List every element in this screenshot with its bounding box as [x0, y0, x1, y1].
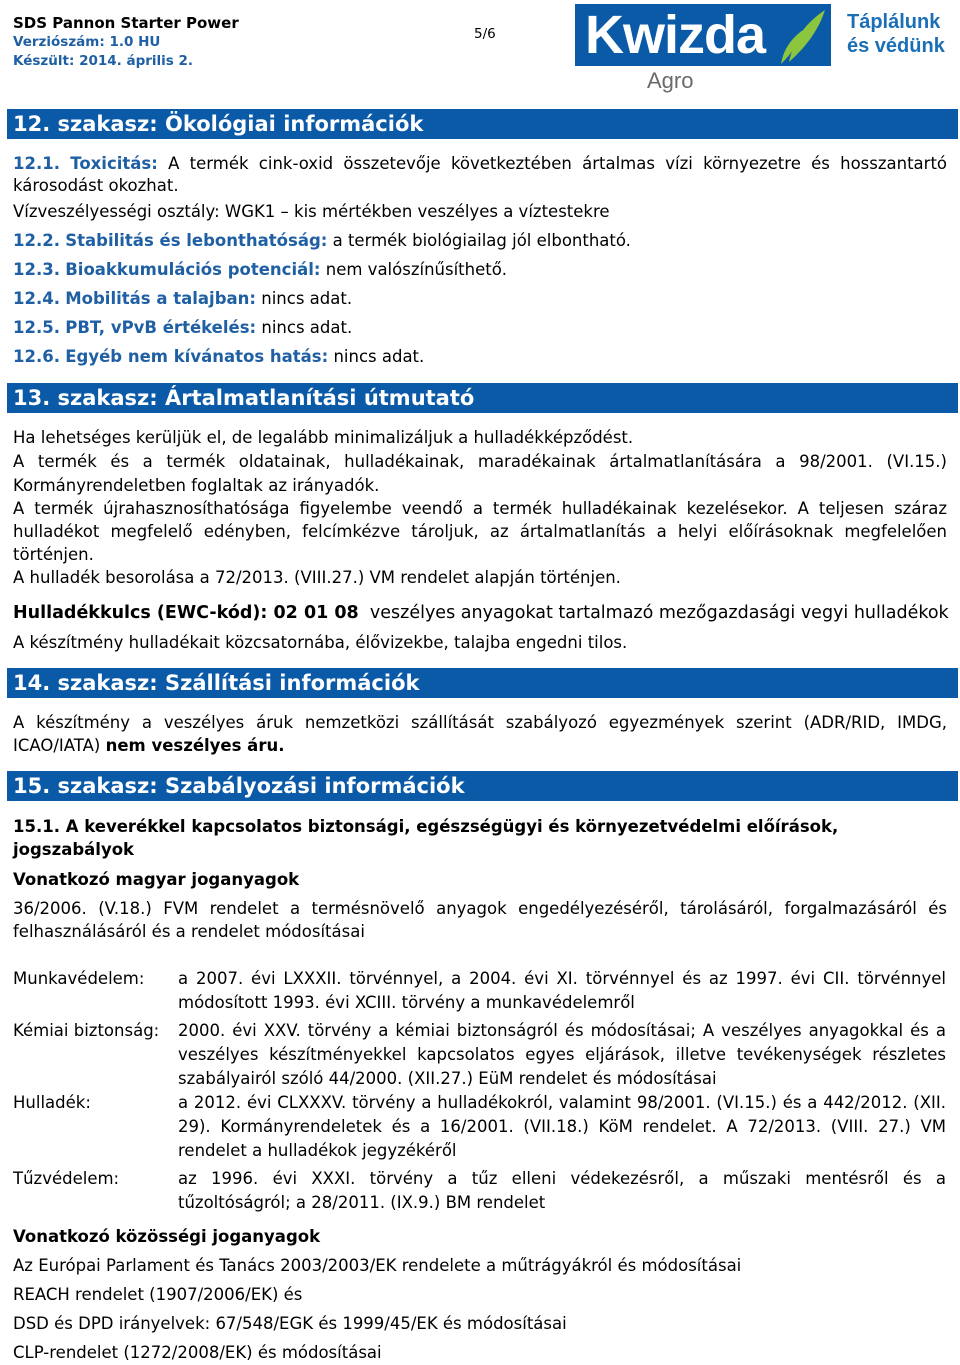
s12-pbt-text: nincs adat.	[261, 318, 353, 337]
s12-num-1: 12.1.	[13, 154, 60, 173]
s13-line-5: hulladékot megfelelő edényben, felcímkézve tároljuk, az ártalmatlanítás a helyi előírásoknak megfelelően	[13, 522, 947, 541]
s12-line-2: károsodást okozhat.	[13, 176, 179, 195]
s12-line-3: Vízveszélyességi osztály: WGK1 – kis mértékben veszélyes a víztestekre	[13, 202, 610, 221]
s15-eu-line-3: DSD és DPD irányelvek: 67/548/EGK és 1999/45/EK és módosításai	[13, 1314, 567, 1333]
logo-box	[575, 4, 831, 66]
ewc-code-label: Hulladékkulcs (EWC-kód): 02 01 08	[13, 603, 359, 623]
s12-mobility-text: nincs adat.	[261, 289, 353, 308]
s12-toxicity-text: A termék cink-oxid összetevője következtében ártalmas vízi környezetre és hosszantartó	[168, 154, 948, 173]
ewc-code-text: veszélyes anyagokat tartalmazó mezőgazdasági vegyi hulladékok	[369, 603, 949, 623]
s15-subheading-1: 15.1. A keverékkel kapcsolatos biztonsági, egészségügyi és környezetvédelmi előírások,	[13, 817, 839, 836]
s12-num-4: 12.4.	[13, 289, 60, 308]
version-label: Verziószám: 1.0 HU	[13, 34, 161, 50]
s14-line-1: A készítmény a veszélyes áruk nemzetközi szállítását szabályozó egyezmények szerint (ADR/RID, IMDG,	[13, 713, 947, 732]
s15-eu-line-2: REACH rendelet (1907/2006/EK) és	[13, 1285, 303, 1304]
s15-eu-law-heading: Vonatkozó közösségi joganyagok	[13, 1227, 321, 1246]
s13-line-1: Ha lehetséges kerüljük el, de legalább minimalizáljuk a hulladékképződést.	[13, 428, 634, 447]
s12-toxicity-label: Toxicitás:	[70, 154, 158, 173]
reg-text-waste: a 2012. évi CLXXXV. törvény a hulladékokról, valamint 98/2001. (VI.15.) és a 442/2012. (XII. 29). Kormányrendeletek és a 16/2001. (VII.18.) KöM rendelet. A 72/2013. (VIII. 27.) VM rendelet a hulladékok jegyzékéről	[178, 1093, 946, 1160]
reg-text-chemical-safety: 2000. évi XXV. törvény a kémiai biztonságról és módosításai; A veszélyes anyagokkal és a veszélyes készítményekkel kapcsolatos egyes eljárások, illetve tevékenységek részletes szabályairól szóló 44/2000. (XII.27.) EüM rendelet és módosításai	[178, 1021, 946, 1088]
section-14-header: 14. szakasz: Szállítási információk	[7, 668, 958, 698]
kwizda-logo	[575, 4, 960, 96]
logo-wordmark: Kwizda	[585, 5, 766, 65]
s12-bioacc-label: Bioakkumulációs potenciál:	[65, 260, 321, 279]
s12-line-8	[13, 346, 947, 368]
s12-bioacc-text: nem valószínűsíthető.	[325, 260, 508, 279]
s13-line-9: A készítmény hulladékait közcsatornába, élővizekbe, talajba engedni tilos.	[13, 633, 628, 652]
reg-label-chemical-safety: Kémiai biztonság:	[13, 1021, 160, 1040]
s13-line-7: A hulladék besorolása a 72/2013. (VIII.27.) VM rendelet alapján történjen.	[13, 568, 621, 587]
logo-agro: Agro	[647, 68, 694, 93]
section-13-header: 13. szakasz: Ártalmatlanítási útmutató	[7, 383, 958, 413]
s15-fvm-line-2: felhasználásáról és a rendelet módosításai	[13, 922, 365, 941]
s14-line-2	[13, 735, 947, 757]
s12-line-5	[13, 259, 947, 281]
page-number: 5/6	[474, 26, 496, 42]
s12-num-5: 12.5.	[13, 318, 60, 337]
s12-line-6	[13, 288, 947, 310]
date-label: Készült: 2014. április 2.	[13, 53, 194, 69]
s12-stability-label: Stabilitás és lebonthatóság:	[65, 231, 328, 250]
s15-eu-line-1: Az Európai Parlament és Tanács 2003/2003/EK rendelete a műtrágyákról és módosításai	[13, 1256, 742, 1275]
reg-text-fire-safety: az 1996. évi XXXI. törvény a tűz elleni védekezésről, a műszaki mentésről és a tűzoltóságról; a 28/2011. (IX.9.) BM rendelet	[178, 1169, 946, 1212]
s14-icao-text: ICAO/IATA)	[13, 736, 101, 755]
document-title: SDS Pannon Starter Power	[13, 14, 239, 32]
section-12-header: 12. szakasz: Ökológiai információk	[7, 109, 958, 139]
s12-line-7	[13, 317, 947, 339]
reg-label-labour-safety: Munkavédelem:	[13, 969, 145, 988]
s12-other-label: Egyéb nem kívánatos hatás:	[65, 347, 329, 366]
s12-num-3: 12.3.	[13, 260, 60, 279]
s13-line-6: történjen.	[13, 545, 94, 564]
s13-line-4: A termék újrahasznosíthatósága figyelembe veendő a termék hulladékainak kezelésekor. A teljesen száraz	[13, 499, 947, 518]
s12-num-2: 12.2.	[13, 231, 60, 250]
reg-text-labour-safety: a 2007. évi LXXXII. törvénnyel, a 2004. évi XI. törvénnyel és az 1997. évi CII. törvénnyel módosított 1993. évi XCIII. törvény a munkavédelemről	[178, 969, 946, 1012]
s12-line-1	[13, 153, 947, 175]
s12-mobility-label: Mobilitás a talajban:	[65, 289, 256, 308]
s13-line-2: A termék és a termék oldatainak, hulladékainak, maradékainak ártalmatlanítására a 98/2001. (VI.15.)	[13, 452, 947, 471]
s12-line-4	[13, 230, 947, 252]
leaf-icon	[775, 4, 831, 66]
logo-slogan-line-2: és védünk	[847, 35, 945, 57]
s15-fvm-line-1: 36/2006. (V.18.) FVM rendelet a termésnövelő anyagok engedélyezéséről, tárolásáról, forgalmazásáról és	[13, 899, 947, 918]
reg-label-fire-safety: Tűzvédelem:	[13, 1169, 120, 1188]
s15-eu-line-4: CLP-rendelet (1272/2008/EK) és módosításai	[13, 1343, 382, 1362]
s12-num-6: 12.6.	[13, 347, 60, 366]
logo-slogan	[847, 10, 945, 58]
s13-line-3: Kormányrendeletben foglaltak az irányadók.	[13, 476, 380, 495]
s15-hungarian-law-heading: Vonatkozó magyar joganyagok	[13, 870, 300, 889]
logo-slogan-line-1: Táplálunk	[847, 11, 941, 33]
s12-pbt-label: PBT, vPvB értékelés:	[65, 318, 257, 337]
document-header	[13, 14, 239, 71]
s13-ewc-line	[13, 602, 947, 624]
section-15-header: 15. szakasz: Szabályozási információk	[7, 771, 958, 801]
s12-other-text: nincs adat.	[333, 347, 425, 366]
s15-subheading-1-cont: jogszabályok	[13, 840, 135, 859]
reg-label-waste: Hulladék:	[13, 1093, 91, 1112]
s12-stability-text: a termék biológiailag jól elbontható.	[332, 231, 631, 250]
s14-not-dangerous: nem veszélyes áru.	[105, 736, 285, 755]
